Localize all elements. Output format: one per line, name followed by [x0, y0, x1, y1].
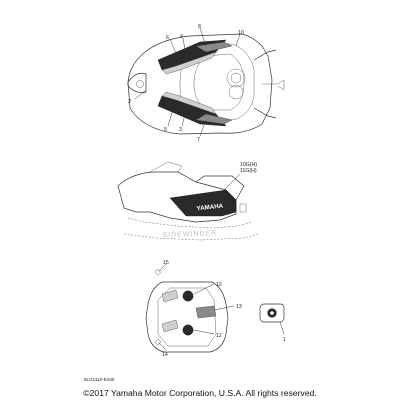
- callout-6: 6: [166, 35, 169, 41]
- figure-code: 8LG1110-E340: [84, 377, 115, 382]
- hood-side-view: [118, 162, 258, 240]
- side-lettering: SIDEWINDER: [162, 230, 218, 239]
- fuel-cap-upper: [183, 291, 193, 301]
- figure-stamp: [0, 362, 96, 371]
- callout-13: 13: [236, 304, 242, 310]
- callout-2: 2: [128, 99, 131, 105]
- callout-12-upper: 12: [216, 282, 222, 288]
- callout-15: 15: [163, 260, 169, 266]
- emblem-top: [136, 80, 143, 87]
- callout-7: 7: [197, 137, 200, 143]
- hood-top-view: [128, 28, 284, 136]
- part-ref-11gh: 11G(H): [240, 168, 257, 174]
- callout-3: 3: [179, 127, 182, 133]
- copyright-notice: ©2017 Yamaha Motor Corporation, U.S.A. All rights reserved.: [83, 388, 317, 398]
- callout-10: 10: [238, 30, 244, 36]
- decal-deck-lower: [162, 320, 178, 332]
- emblem-part: [260, 304, 284, 334]
- part-ref-10gh: 10G(H): [240, 162, 258, 168]
- decal-deck-upper: [162, 290, 178, 302]
- brand-wordmark: YAMAHA: [196, 202, 224, 213]
- callout-4: 4: [180, 34, 183, 40]
- fuel-cap-lower: [183, 325, 193, 335]
- callout-1: 1: [283, 337, 286, 343]
- callout-14: 14: [162, 352, 168, 358]
- callout-5: 5: [164, 127, 167, 133]
- callout-12-lower: 12: [216, 333, 222, 339]
- callout-8: 8: [198, 24, 201, 30]
- decal-side-panel: [170, 190, 236, 216]
